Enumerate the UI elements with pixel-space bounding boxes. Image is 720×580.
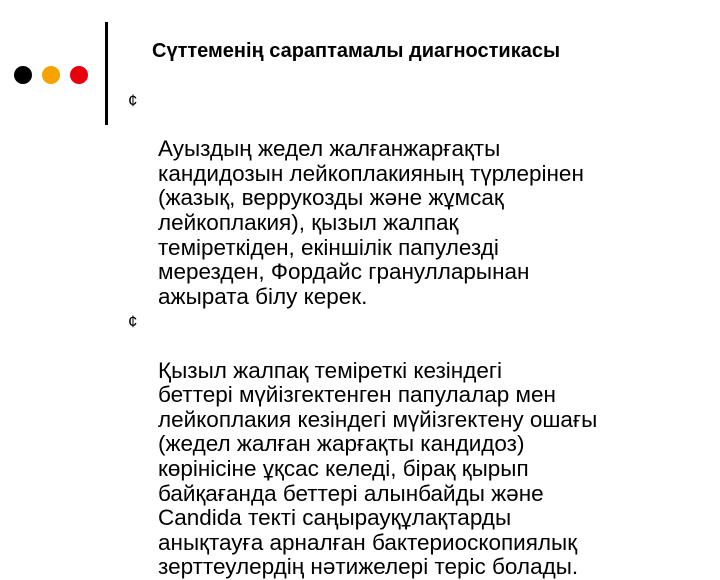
bullet-text: Қызыл жалпақ теміреткі кезіндегі беттері мүйізгектенген папулалар мен лейкоплакия кезіндегі мүйізгектену ошағы (жедел жалған жарғақты кандидоз) көрінісіне ұқсас келеді, бірақ қырып байқағанда беттері алынбайды және Candida текті саңырауқұлақтарды анықтауға арналған бактериоскопиялық зерттеулердің нәтижелері теріс болады. <box>158 357 598 580</box>
bullet-icon: ¢ <box>128 312 138 332</box>
bullet-text: Ауыздың жедел жалғанжарғақты кандидозын лейкоплакияның түрлерінен (жазық, веррукозды және жұмсақ лейкоплакия), қызыл жалпақ теміреткіден, екіншілік папулезді мерезден, Фордайс гранулларынан ажырата білу керек. <box>158 136 584 309</box>
orange-dot-icon <box>42 66 60 84</box>
vertical-divider <box>105 22 108 125</box>
slide-title: Сүттеменің сараптамалы диагностикасы <box>152 40 561 62</box>
bullet-icon: ¢ <box>128 91 138 110</box>
red-dot-icon <box>70 66 88 84</box>
black-dot-icon <box>14 66 32 84</box>
bullet-list <box>128 88 708 580</box>
bullet-item-1 <box>128 88 708 309</box>
bullet-item-2 <box>128 309 708 580</box>
